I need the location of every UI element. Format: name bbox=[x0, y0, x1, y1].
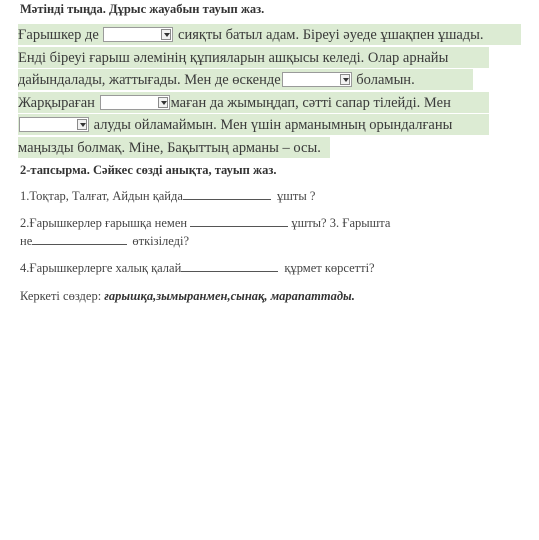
question-text: 1.Тоқтар, Талғат, Айдын қайда bbox=[20, 189, 183, 203]
passage-line-4 bbox=[18, 92, 489, 113]
question-text: ұшты ? bbox=[277, 189, 316, 203]
question-text: өткізіледі? bbox=[132, 234, 190, 248]
answer-blank bbox=[32, 234, 127, 245]
question-2 bbox=[20, 216, 390, 231]
passage-text: Жарқыраған bbox=[18, 94, 95, 111]
question-text: не bbox=[20, 234, 33, 248]
answer-dropdown-3[interactable] bbox=[100, 95, 170, 110]
passage-line-3 bbox=[18, 69, 473, 90]
word-bank-label: Керкеті сөздер: bbox=[20, 289, 102, 303]
answer-dropdown-1[interactable] bbox=[103, 27, 173, 42]
passage-text: маған да жымыңдап, сәтті сапар тілейді. Мен bbox=[170, 94, 451, 111]
chevron-down-icon bbox=[340, 74, 350, 85]
passage-text: боламын. bbox=[356, 72, 415, 88]
question-4 bbox=[20, 261, 375, 276]
passage-text: алуды ойламаймын. Мен үшін арманымның орындалғаны bbox=[93, 117, 453, 133]
passage-text: дайындалады, жаттығады. Мен де өскенде bbox=[18, 72, 281, 88]
task1-heading: Мәтінді тыңда. Дұрыс жауабын тауып жаз. bbox=[20, 2, 265, 16]
chevron-down-icon bbox=[77, 119, 87, 130]
answer-blank bbox=[181, 261, 278, 272]
passage-text: Енді біреуі ғарыш әлемінің құпияларын ашқысы келеді. Олар арнайы bbox=[18, 49, 449, 66]
question-text: 4.Ғарышкерлерге халық қалай bbox=[20, 261, 182, 275]
word-bank-words: ғарышқа,зымыранмен,сынақ, марапаттады. bbox=[104, 289, 355, 303]
answer-dropdown-4[interactable] bbox=[19, 117, 89, 132]
chevron-down-icon bbox=[161, 29, 171, 40]
passage-text: сияқты батыл адам. Біреуі әуеде ұшақпен ұшады. bbox=[178, 27, 484, 43]
answer-dropdown-2[interactable] bbox=[282, 72, 352, 87]
question-text: құрмет көрсетті? bbox=[284, 261, 375, 275]
question-text: ұшты? 3. Ғарышта bbox=[291, 216, 391, 230]
passage-line-6 bbox=[18, 137, 330, 158]
passage-text: Ғарышкер де bbox=[18, 27, 99, 43]
question-1 bbox=[20, 189, 315, 204]
question-3 bbox=[20, 234, 189, 249]
question-text: 2.Ғарышкерлер ғарышқа немен bbox=[20, 216, 188, 230]
passage-line-2 bbox=[18, 47, 489, 68]
answer-blank bbox=[190, 216, 288, 227]
task2-heading: 2-тапсырма. Сәйкес сөзді анықта, тауып жаз. bbox=[20, 163, 277, 177]
passage-line-1 bbox=[18, 24, 521, 45]
passage-text: маңызды болмақ. Міне, Бақыттың арманы – осы. bbox=[18, 139, 321, 156]
chevron-down-icon bbox=[158, 97, 168, 108]
word-bank bbox=[20, 289, 355, 304]
answer-blank bbox=[183, 189, 271, 200]
passage-line-5 bbox=[18, 114, 489, 135]
